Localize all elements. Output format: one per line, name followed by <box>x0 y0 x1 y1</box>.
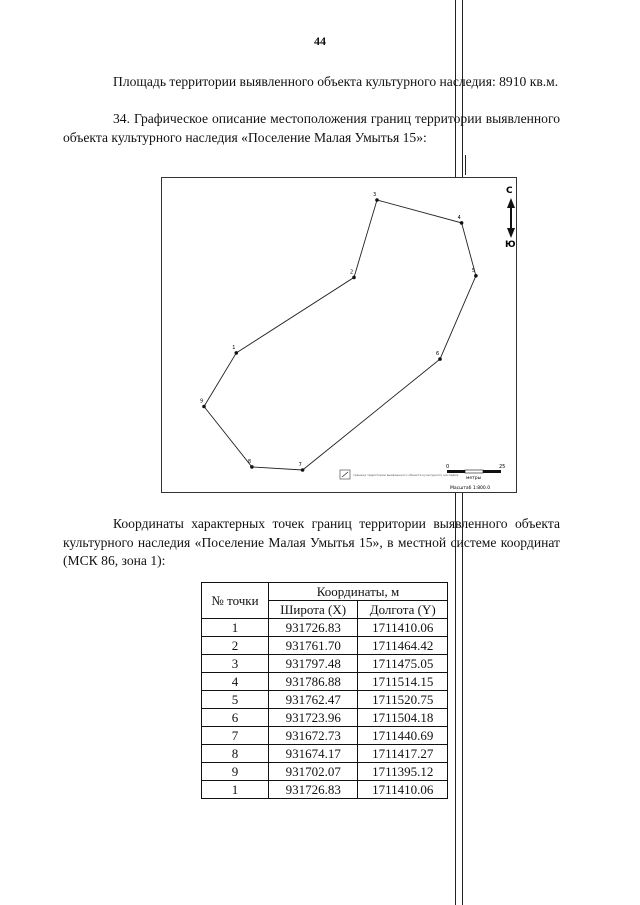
point-number: 5 <box>202 691 269 709</box>
boundary-point-marker <box>460 221 464 225</box>
table-row <box>202 763 448 781</box>
boundary-point-marker <box>474 274 478 278</box>
longitude-value: 1711440.69 <box>358 727 448 745</box>
table-row <box>202 655 448 673</box>
boundary-point-label: 8 <box>247 458 252 465</box>
longitude-value: 1711504.18 <box>358 709 448 727</box>
boundary-point-marker <box>438 357 442 361</box>
boundary-point-label: 9 <box>200 398 204 405</box>
scan-line <box>465 155 466 175</box>
boundary-point-marker <box>250 465 254 469</box>
boundary-point-label: 6 <box>436 351 440 358</box>
boundary-point-label: 7 <box>298 462 302 468</box>
column-header-longitude: Долгота (Y) <box>358 601 448 619</box>
table-row <box>202 745 448 763</box>
point-number: 1 <box>202 781 269 799</box>
scale-text: Масштаб 1:800.0 <box>450 486 491 491</box>
longitude-value: 1711395.12 <box>358 763 448 781</box>
boundary-point-marker <box>352 276 356 280</box>
table-row <box>202 637 448 655</box>
latitude-value: 931674.17 <box>269 745 358 763</box>
table-row <box>202 619 448 637</box>
north-arrow-icon <box>507 198 515 238</box>
area-paragraph: Площадь территории выявленного объекта культурного наследия: 8910 кв.м. <box>113 74 559 89</box>
table-row <box>202 781 448 799</box>
boundary-point-label: 2 <box>350 269 354 276</box>
south-label: Ю <box>505 240 516 250</box>
point-number: 4 <box>202 673 269 691</box>
scale-zero-label: 0 <box>446 464 450 470</box>
longitude-value: 1711410.06 <box>358 619 448 637</box>
table-row <box>202 709 448 727</box>
point-number: 6 <box>202 709 269 727</box>
scale-max-label: 25 <box>499 464 506 470</box>
legend <box>340 470 458 479</box>
legend-text: граница территории выявленного объекта культурного наследия <box>353 473 459 477</box>
boundary-point-label: 5 <box>471 267 476 274</box>
section-34-paragraph: 34. Графическое описание местоположения границ территории выявленного объекта культурного наследия «Поселение Малая Умытья 15»: <box>63 111 560 145</box>
latitude-value: 931762.47 <box>269 691 358 709</box>
boundary-point-marker <box>375 198 379 202</box>
table-row <box>202 727 448 745</box>
boundary-point-label: 4 <box>457 214 461 221</box>
coordinates-table <box>201 582 448 799</box>
boundary-plan <box>161 177 517 493</box>
column-header-latitude: Широта (X) <box>269 601 358 619</box>
point-number: 2 <box>202 637 269 655</box>
latitude-value: 931786.88 <box>269 673 358 691</box>
latitude-value: 931702.07 <box>269 763 358 781</box>
longitude-value: 1711475.05 <box>358 655 448 673</box>
table-row <box>202 691 448 709</box>
point-number: 7 <box>202 727 269 745</box>
boundary-point-label: 1 <box>232 344 236 351</box>
longitude-value: 1711410.06 <box>358 781 448 799</box>
boundary-plan-svg <box>162 178 518 494</box>
north-label: С <box>506 186 513 196</box>
longitude-value: 1711417.27 <box>358 745 448 763</box>
boundary-point-marker <box>235 351 239 355</box>
boundary-point-marker <box>202 405 206 409</box>
column-header-point: № точки <box>202 583 269 619</box>
latitude-value: 931723.96 <box>269 709 358 727</box>
longitude-value: 1711514.15 <box>358 673 448 691</box>
point-number: 9 <box>202 763 269 781</box>
page-number: 44 <box>314 34 326 48</box>
point-number: 3 <box>202 655 269 673</box>
latitude-value: 931761.70 <box>269 637 358 655</box>
coordinates-intro-paragraph: Координаты характерных точек границ территории выявленного объекта культурного наследия «Поселение Малая Умытья 15», в местной системе координат (МСК 86, зона 1): <box>63 516 560 568</box>
latitude-value: 931726.83 <box>269 781 358 799</box>
point-number: 8 <box>202 745 269 763</box>
boundary-point-marker <box>301 468 305 472</box>
table-row <box>202 673 448 691</box>
point-number: 1 <box>202 619 269 637</box>
latitude-value: 931726.83 <box>269 619 358 637</box>
boundary-polygon <box>204 200 476 470</box>
longitude-value: 1711464.42 <box>358 637 448 655</box>
scale-units-label: метры <box>466 476 482 481</box>
longitude-value: 1711520.75 <box>358 691 448 709</box>
column-header-coordinates: Координаты, м <box>269 583 448 601</box>
latitude-value: 931797.48 <box>269 655 358 673</box>
scale-bar <box>447 470 501 473</box>
latitude-value: 931672.73 <box>269 727 358 745</box>
boundary-point-label: 3 <box>373 192 377 198</box>
